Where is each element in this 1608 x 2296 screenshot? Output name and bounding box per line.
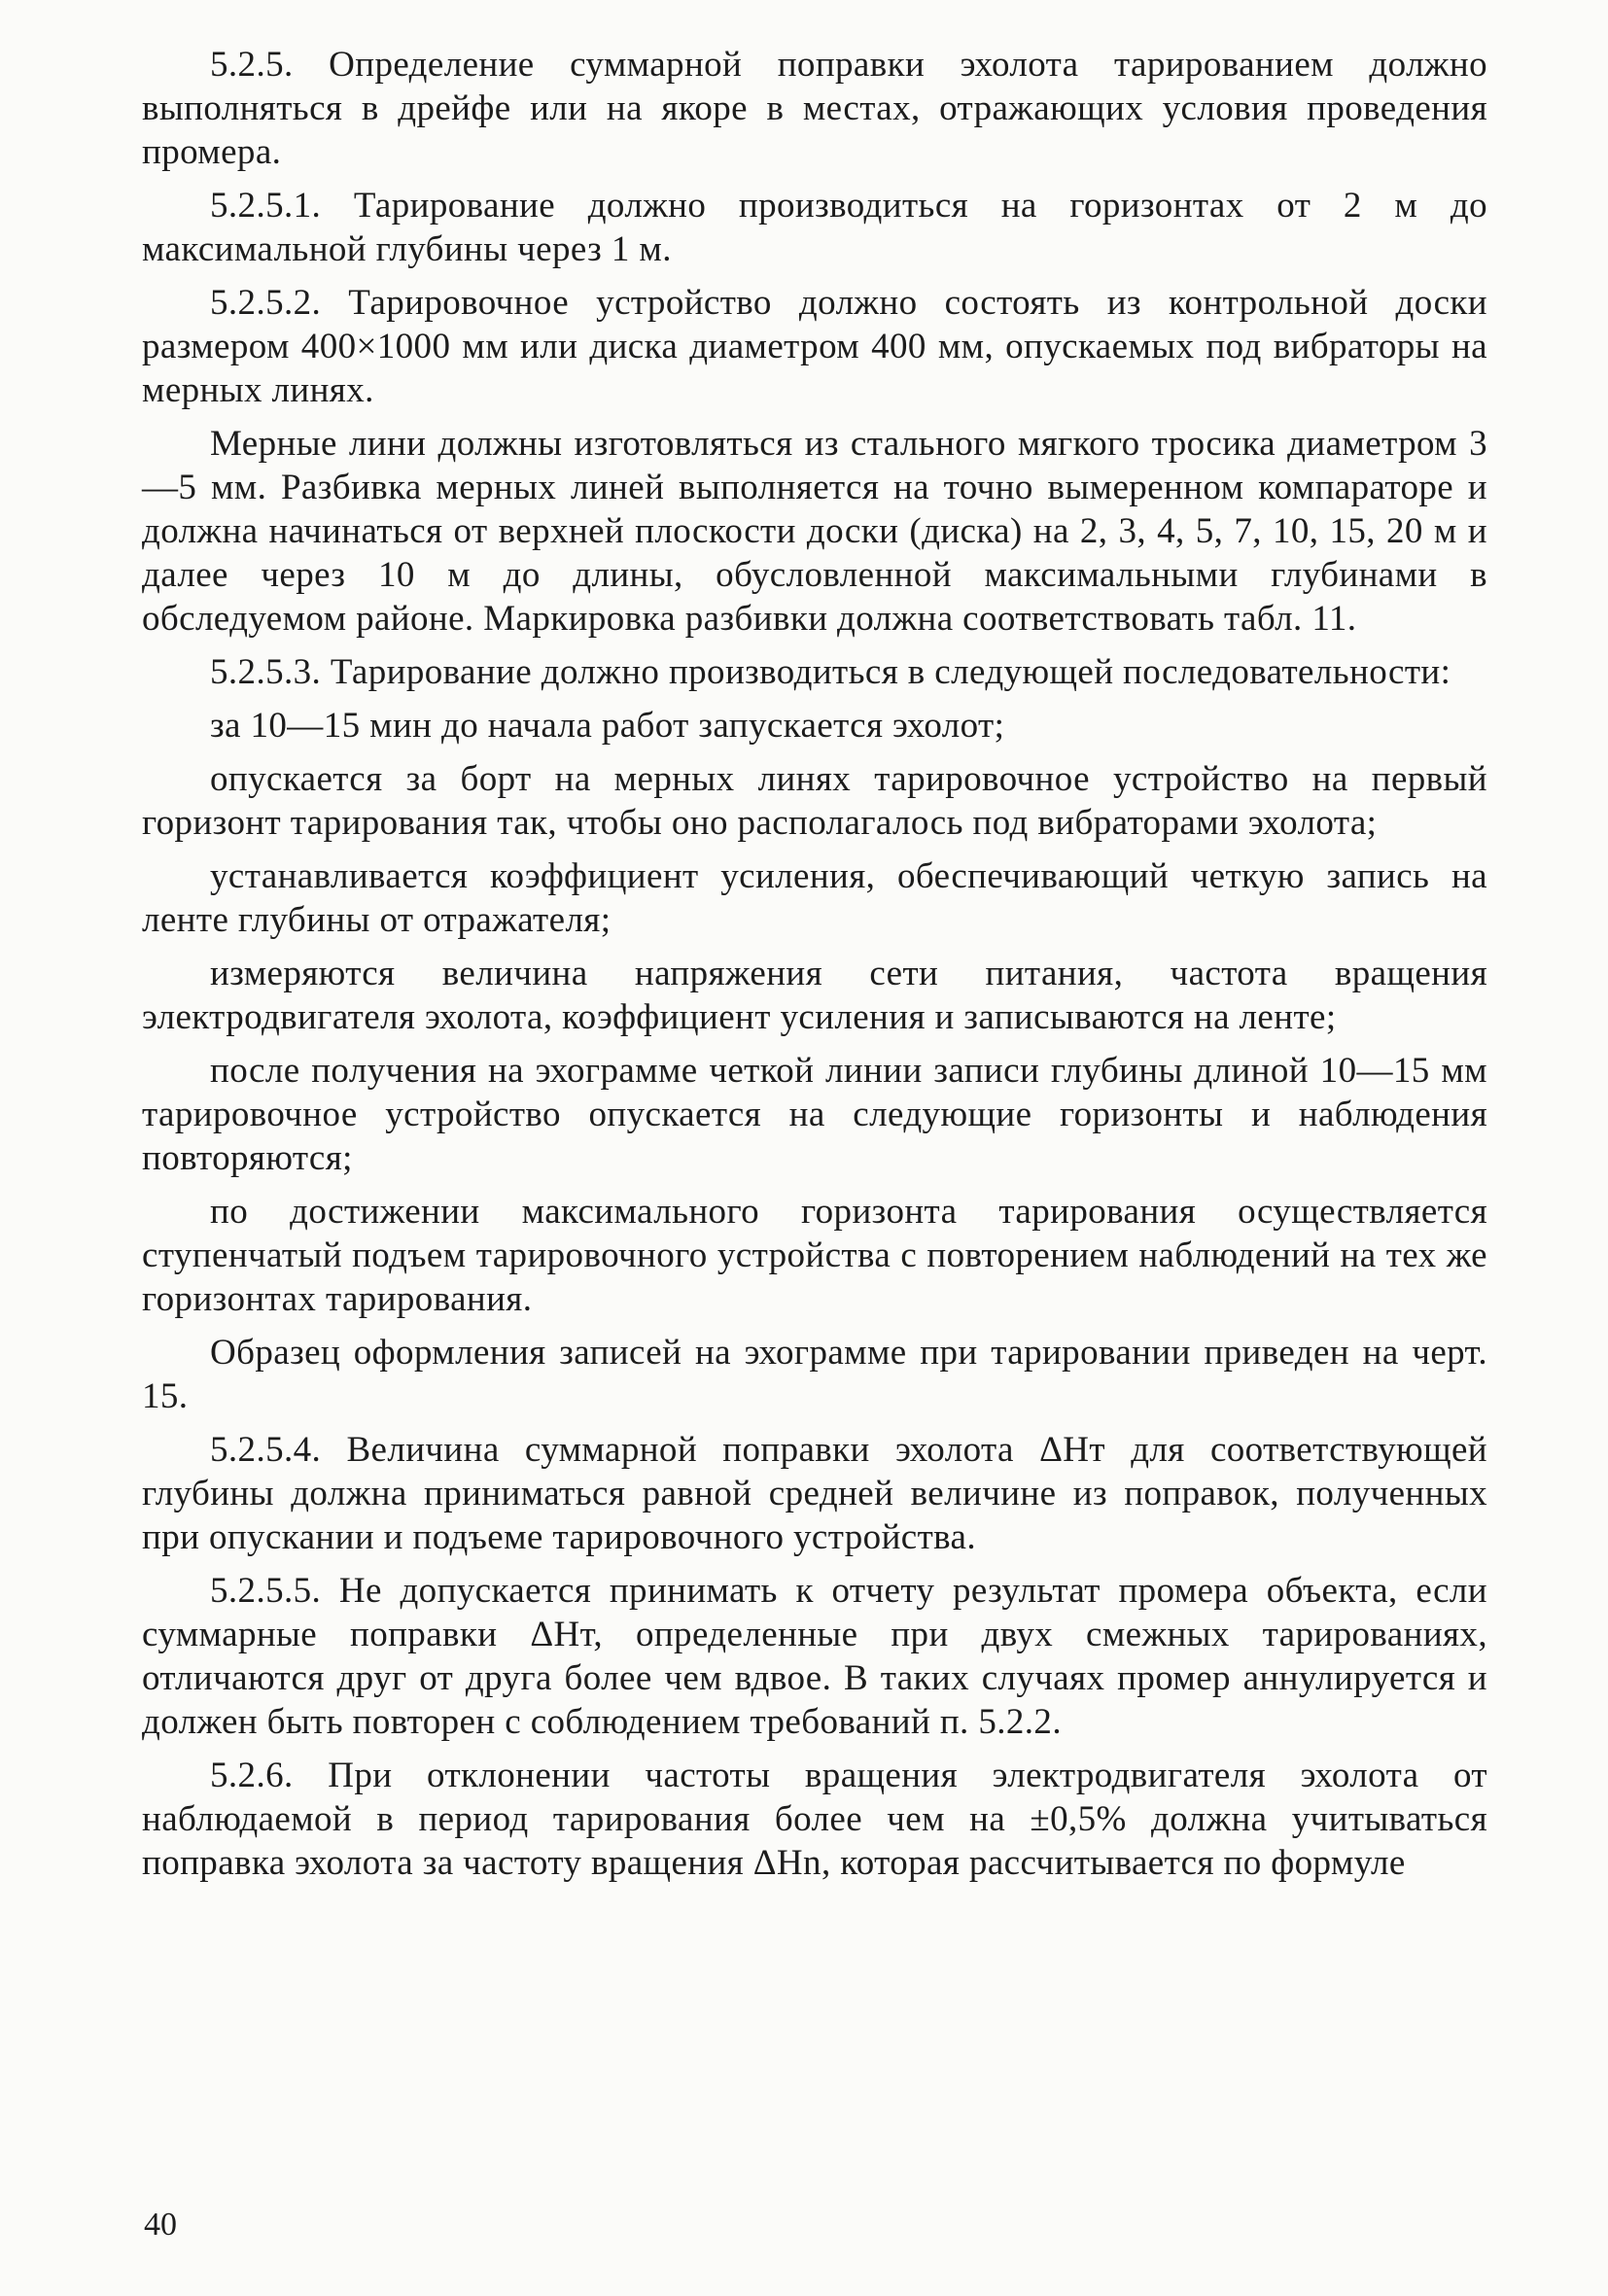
page-number: 40 — [144, 2207, 177, 2243]
paragraph: после получения на эхограмме четкой линии записи глубины длиной 10—15 мм тарировочное устройство опускается на следующие горизонты и наблюдения повторяются; — [142, 1051, 1487, 1178]
paragraph: за 10—15 мин до начала работ запускается эхолот; — [210, 706, 1005, 746]
paragraph: 5.2.6. При отклонении частоты вращения электродвигателя эхолота от наблюдаемой в период тарирования более чем на ±0,5% должна учитываться поправка эхолота за частоту вращения ΔHn, которая рассчитывается по формуле — [142, 1756, 1487, 1883]
paragraph: опускается за борт на мерных линях тарировочное устройство на первый горизонт тарирования так, чтобы оно располагалось под вибраторами эхолота; — [142, 759, 1487, 843]
paragraph: устанавливается коэффициент усиления, обеспечивающий четкую запись на ленте глубины от отражателя; — [142, 856, 1487, 940]
paragraph: 5.2.5.5. Не допускается принимать к отчету результат промера объекта, если суммарные поправки ΔHт, определенные при двух смежных тарированиях, отличаются друг от друга более чем вдвое. В таких случаях промер аннулируется и должен быть повторен с соблюдением требований п. 5.2.2. — [142, 1571, 1487, 1742]
paragraph: по достижении максимального горизонта тарирования осуществляется ступенчатый подъем тарировочного устройства с повторением наблюдений на тех же горизонтах тарирования. — [142, 1192, 1487, 1319]
body-text — [142, 43, 1487, 1895]
paragraph: 5.2.5. Определение суммарной поправки эхолота тарированием должно выполняться в дрейфе или на якоре в местах, отражающих условия проведения промера. — [142, 45, 1487, 172]
paragraph: измеряются величина напряжения сети питания, частота вращения электродвигателя эхолота, коэффициент усиления и записываются на ленте; — [142, 954, 1487, 1037]
paragraph: 5.2.5.2. Тарировочное устройство должно состоять из контрольной доски размером 400×1000 мм или диска диаметром 400 мм, опускаемых под вибраторы на мерных линях. — [142, 283, 1487, 410]
paragraph: 5.2.5.4. Величина суммарной поправки эхолота ΔHт для соответствующей глубины должна приниматься равной средней величине из поправок, полученных при опускании и подъеме тарировочного устройства. — [142, 1430, 1487, 1557]
paragraph: 5.2.5.3. Тарирование должно производиться в следующей последовательности: — [210, 652, 1451, 692]
paragraph: Мерные лини должны изготовляться из стального мягкого тросика диаметром 3—5 мм. Разбивка мерных линей выполняется на точно вымеренном компараторе и должна начинаться от верхней плоскости доски (диска) на 2, 3, 4, 5, 7, 10, 15, 20 м и далее через 10 м до длины, обусловленной максимальными глубинами в обследуемом районе. Маркировка разбивки должна соответствовать табл. 11. — [142, 424, 1487, 639]
paragraph: Образец оформления записей на эхограмме при тарировании приведен на черт. 15. — [142, 1333, 1487, 1416]
paragraph: 5.2.5.1. Тарирование должно производиться на горизонтах от 2 м до максимальной глубины через 1 м. — [142, 186, 1487, 269]
